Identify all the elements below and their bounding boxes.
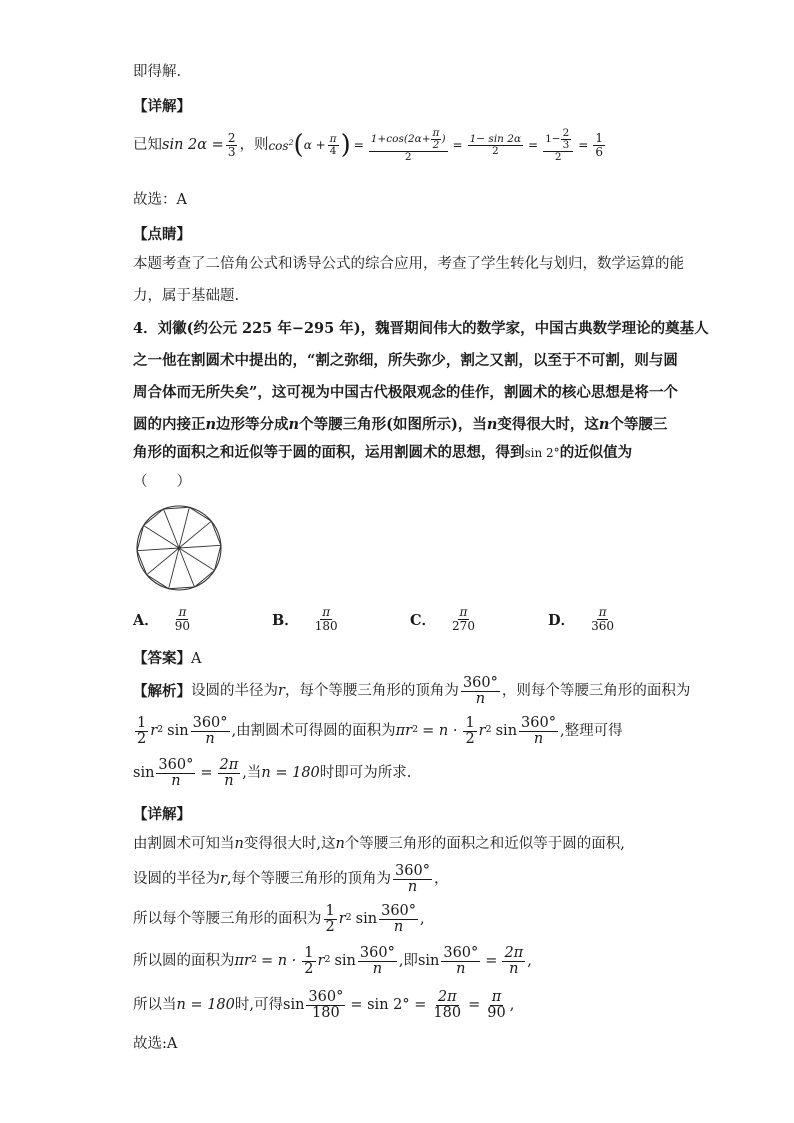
spoke-line	[147, 548, 179, 575]
answer-line: 【答案】A	[133, 650, 202, 667]
angle-fraction: $\frac{360^\circ}{n}$	[462, 675, 498, 708]
detail2-line-5: 所以当 n = 180 时,可得 sin $\frac{360^\circ}{180}$ = sin 2° = $\frac{2\pi}{180}$ = $\frac{\pi}{90}$ ,	[133, 989, 515, 1022]
intro-text: 即得解.	[133, 64, 182, 80]
polygon-group	[137, 507, 221, 588]
spoke-line	[169, 548, 179, 589]
question-line-4: 圆的内接正n边形等分成n个等腰三角形(如图所示)，当n变得很大时，这n个等腰三	[133, 416, 668, 433]
option-a-value: $\frac{\pi}{90}$	[174, 605, 191, 633]
detail-header: 【详解】	[133, 98, 191, 115]
analysis-line-1: 【解析】 设圆的半径为 r ，每个等腰三角形的顶角为 $\frac{360^\circ}{n}$ ，则每个等腰三角形的面积为	[133, 675, 691, 708]
analysis-line-3: sin $\frac{360^\circ}{n}$ = $\frac{2\pi}{n}$ ,当 n = 180 时即可为所求.	[133, 757, 412, 790]
question-line-2: 之一他在割圆术中提出的，“割之弥细，所失弥少，割之又割，以至于不可割，则与圆	[133, 352, 678, 369]
question-line-3: 周合体而无所失矣”，这可视为中国古代极限观念的佳作，割圆术的核心思想是将一个	[133, 384, 678, 401]
question-line-1: 4．刘徽(约公元 225 年−295 年)，魏晋期间伟大的数学家，中国古典数学理论的奠基人	[133, 320, 709, 337]
spoke-line	[179, 507, 189, 548]
equals-4: =	[578, 138, 589, 153]
option-c-value: $\frac{\pi}{270}$	[452, 605, 475, 633]
center-point	[177, 546, 180, 549]
option-c[interactable]	[410, 606, 479, 632]
then-text: ，则	[239, 136, 269, 153]
choice-text: 故选：A	[133, 192, 187, 208]
fraction-1-minus-2-3: 1− $\frac{2}{3}$ 2	[543, 128, 573, 163]
option-b-value: $\frac{\pi}{180}$	[314, 605, 338, 633]
analysis-line-2: $\frac{1}{2}$ r 2 sin $\frac{360^\circ}{n}$ ,由割圆术可得圆的面积为 πr 2 = n · $\frac{1}{2}$ r 2 sin $\frac{360^\circ}{n}$ ,整理可得	[137, 715, 623, 748]
equals-3: =	[528, 138, 539, 153]
option-b-label: B．	[272, 611, 299, 629]
option-a[interactable]	[133, 606, 194, 632]
fraction-2-3: $\frac{2}{3}$	[227, 131, 236, 160]
detail2-choice: 故选:A	[133, 1036, 178, 1052]
equals-1: =	[353, 138, 364, 153]
option-d[interactable]	[548, 606, 618, 632]
option-c-label: C．	[410, 611, 437, 629]
option-d-value: $\frac{\pi}{360}$	[591, 605, 614, 633]
spoke-line	[144, 526, 179, 548]
cos-squared: $\cos^2$	[268, 137, 294, 153]
spoke-line	[163, 509, 179, 548]
detail2-line-1: 由割圆术可知当n变得很大时,这n个等腰三角形的面积之和近似等于圆的面积,	[133, 836, 625, 852]
detail-formula-line	[133, 128, 607, 163]
question-paren: （ ）	[133, 474, 191, 490]
comment-header: 【点睛】	[133, 226, 191, 243]
fraction-cos-half: 1+cos(2α+ $\frac{\pi}{2}$ ) 2	[370, 127, 446, 164]
alpha-plus: α +	[303, 138, 326, 153]
spoke-line	[179, 545, 221, 548]
option-d-label: D．	[548, 611, 576, 629]
equals-2: =	[452, 138, 463, 153]
left-paren: (	[293, 129, 304, 160]
right-paren: )	[340, 129, 351, 160]
detail2-line-4: 所以圆的面积为 πr 2 = n · $\frac{1}{2}$ r 2 sin $\frac{360^\circ}{n}$ ,即 sin $\frac{360^\circ}{n}$ = $\frac{2\pi}{n}$ ,	[133, 945, 532, 978]
fraction-1-minus-sin: $\frac{1- \sin 2\alpha}{2}$	[469, 133, 522, 158]
spoke-line	[179, 521, 211, 548]
detail2-line-2: 设圆的半径为 r ,每个等腰三角形的顶角为 $\frac{360^\circ}{n}$ ，	[133, 863, 449, 896]
spoke-line	[179, 548, 214, 570]
polygon-in-circle-figure	[133, 502, 225, 594]
question-line-5: 角形的面积之和近似等于圆的面积，运用割圆术的思想，得到sin 2°的近似值为	[133, 444, 633, 461]
option-b[interactable]	[272, 606, 342, 632]
spoke-line	[137, 548, 179, 551]
comment-line-2: 力，属于基础题.	[133, 288, 240, 304]
spoke-line	[179, 548, 195, 587]
known-text: 已知	[133, 136, 162, 153]
detail2-line-3: 所以每个等腰三角形的面积为 $\frac{1}{2}$ r 2 sin $\frac{360^\circ}{n}$ ,	[133, 903, 425, 936]
fraction-pi-4: $\frac{\pi}{4}$	[329, 133, 337, 158]
sin2a-expr: sin 2α =	[162, 136, 224, 153]
fraction-1-6: $\frac{1}{6}$	[595, 131, 603, 160]
option-a-label: A．	[133, 611, 159, 629]
comment-line-1: 本题考查了二倍角公式和诱导公式的综合应用，考查了学生转化与划归，数学运算的能	[133, 256, 684, 272]
detail2-header: 【详解】	[133, 806, 191, 823]
